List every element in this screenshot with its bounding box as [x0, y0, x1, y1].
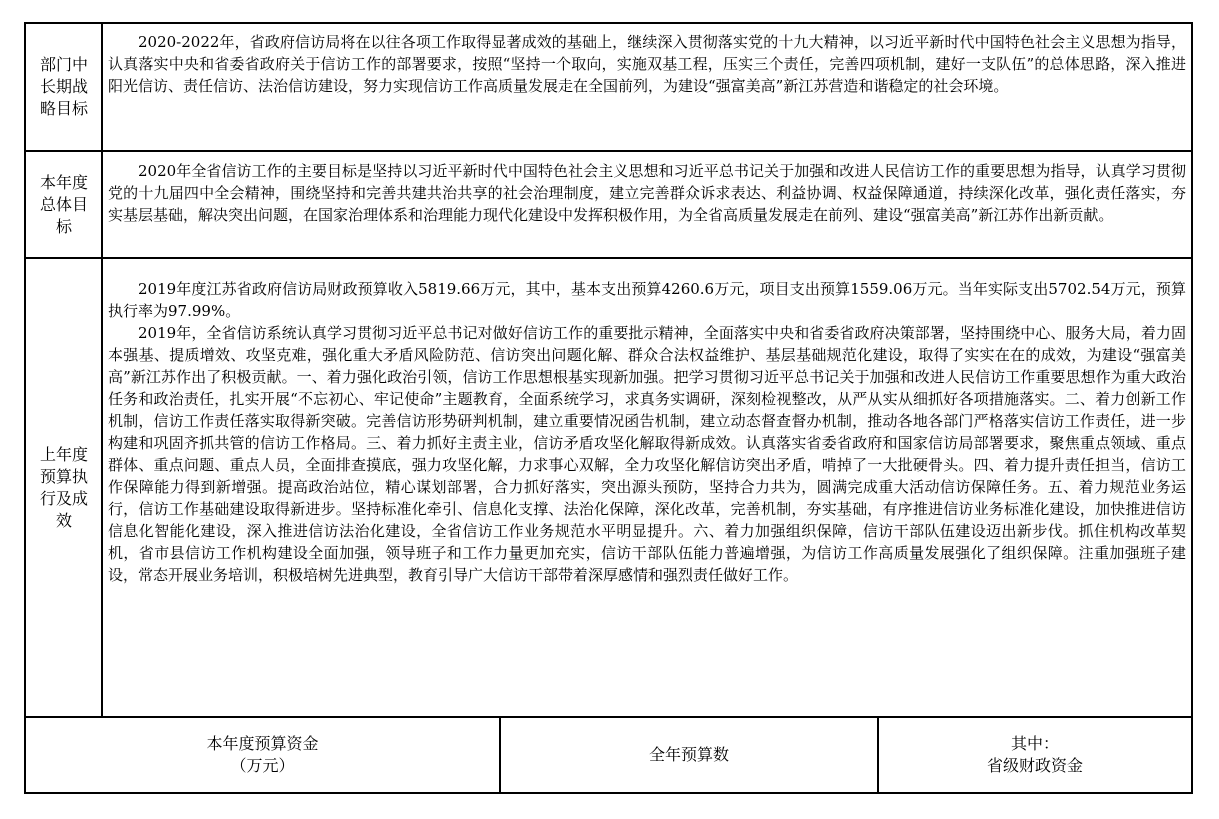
table-bottom-border: [24, 792, 1193, 794]
table-top-border: [24, 22, 1193, 24]
label-column-divider: [101, 22, 103, 718]
footer-budget-funds-cell: [26, 718, 499, 792]
budget-funds-unit: （万元）: [230, 756, 295, 775]
row-content-last-year: [108, 278, 1186, 586]
footer-annual-budget-cell: [501, 718, 877, 792]
row-label-annual-goal: 本年度总体目标: [39, 172, 88, 236]
annual-budget-label: 全年预算数: [648, 745, 729, 764]
row-content-annual-goal: [108, 160, 1186, 226]
table-right-border: [1191, 22, 1193, 794]
row-label-strategy: 部门中长期战略目标: [39, 55, 88, 118]
row-label-last-year: 上年度预算执行及成效: [39, 444, 88, 530]
row-content-strategy: [108, 31, 1186, 97]
table-left-border: [24, 22, 26, 794]
of-which-label: 其中：: [1010, 734, 1059, 753]
footer-provincial-funds-cell: [879, 718, 1191, 792]
budget-execution-paragraph: 2019年度江苏省政府信访局财政预算收入5819.66万元，其中，基本支出预算4260.6万元，项目支出预算1559.06万元。当年实际支出5702.54万元，预算执行率为97.99%。: [108, 280, 1186, 320]
budget-funds-label: 本年度预算资金: [206, 734, 319, 753]
annual-goal-paragraph: 2020年全省信访工作的主要目标是坚持以习近平新时代中国特色社会主义思想和习近平总书记关于加强和改进人民信访工作的重要思想为指导，认真学习贯彻党的十九届四中全会精神，围绕坚持和完善共建共治共享的社会治理制度，建立完善群众诉求表达、利益协调、权益保障通道，持续深化改革，强化责任落实，夯实基层基础，解决突出问题，在国家治理体系和治理能力现代化建设中发挥积极作用，为全省高质量发展走在前列、建设“强富美高”新江苏作出新贡献。: [108, 162, 1186, 224]
provincial-funds-label: 省级财政资金: [986, 756, 1083, 775]
row-divider-2: [24, 257, 1193, 259]
strategy-paragraph: 2020-2022年，省政府信访局将在以往各项工作取得显著成效的基础上，继续深入贯彻落实党的十九大精神，以习近平新时代中国特色社会主义思想为指导，认真落实中央和省委省政府关于信访工作的部署要求，按照“坚持一个取向，实施双基工程，压实三个责任，完善四项机制，建好一支队伍”的总体思路，深入推进阳光信访、责任信访、法治信访建设，努力实现信访工作高质量发展走在全国前列，为建设“强富美高”新江苏营造和谐稳定的社会环境。: [108, 33, 1186, 95]
achievements-paragraph: 2019年，全省信访系统认真学习贯彻习近平总书记对做好信访工作的重要批示精神，全面落实中央和省委省政府决策部署，坚持围绕中心、服务大局，着力固本强基、提质增效、攻坚克难，强化重大矛盾风险防范、信访突出问题化解、群众合法权益维护、基层基础规范化建设，取得了实实在在的成效，为建设“强富美高”新江苏作出了积极贡献。一、着力强化政治引领，信访工作思想根基实现新加强。把学习贯彻习近平总书记关于加强和改进人民信访工作重要思想作为重大政治任务和政治责任，扎实开展“不忘初心、牢记使命”主题教育，全面系统学习，求真务实调研，深刻检视整改，从严从实从细抓好各项措施落实。二、着力创新工作机制，信访工作责任落实取得新突破。完善信访形势研判机制，建立重要情况函告机制，建立动态督查督办机制，推动各地各部门严格落实信访工作责任，进一步构建和巩固齐抓共管的信访工作格局。三、着力抓好主责主业，信访矛盾攻坚化解取得新成效。认真落实省委省政府和国家信访局部署要求，聚焦重点领域、重点群体、重点问题、重点人员，全面排查摸底，强力攻坚化解，力求事心双解，全力攻坚化解信访突出矛盾，啃掉了一大批硬骨头。四、着力提升责任担当，信访工作保障能力得到新增强。提高政治站位，精心谋划部署，合力抓好落实，突出源头预防，坚持合力共为，圆满完成重大活动信访保障任务。五、着力规范业务运行，信访工作基础建设取得新进步。坚持标准化牵引、信息化支撑、法治化保障，深化改革，完善机制，夯实基础，有序推进信访业务标准化建设，加快推进信访信息化智能化建设，深入推进信访法治化建设，全省信访工作业务规范水平明显提升。六、着力加强组织保障，信访干部队伍建设迈出新步伐。抓住机构改革契机，省市县信访工作机构建设全面加强，领导班子和工作力量更加充实，信访干部队伍能力普遍增强，为信访工作高质量发展强化了组织保障。注重加强班子建设，常态开展业务培训，积极培树先进典型，教育引导广大信访干部带着深厚感情和强烈责任做好工作。: [108, 324, 1186, 584]
row-divider-1: [24, 150, 1193, 152]
